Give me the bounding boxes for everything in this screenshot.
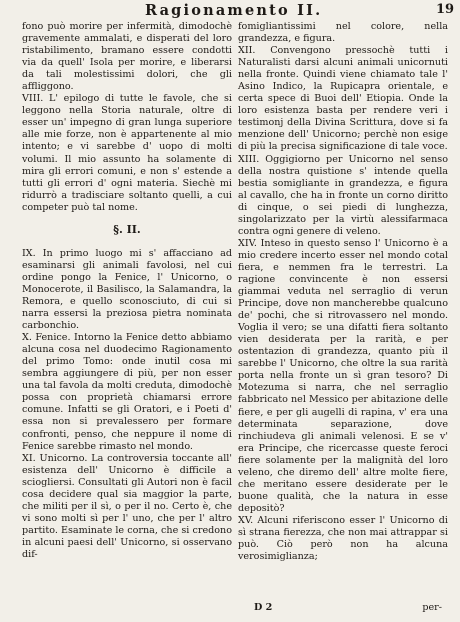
- running-title: Ragionamento II.: [145, 2, 323, 19]
- paragraph: X. Fenice. Intorno la Fenice detto abbiamo alcuna cosa nel duodecimo Ragionamento del primo Tomo: onde inutil cosa mi sembra aggiungere di più, per non esser una tal favola da molti creduta, dimodochè possa con proprietà chiamarsi errore comune. Infatti se gli Oratori, e i Poeti d' essa non si prevalessero per formare confronti, penso, che neppure il nome di Fenice sarebbe rimasto nel mondo.: [22, 332, 232, 452]
- paragraph: fono può morire per infermità, dimodochè gravemente ammalati, e disperati del loro ristabilimento, bramano essere condotti via da quell' Isola per morire, e liberarsi da tali molestissimi dolori, che gli affliggono.: [22, 21, 232, 93]
- section-heading: §. II.: [113, 222, 141, 236]
- paragraph: XV. Alcuni riferiscono esser l' Unicorno di sì strana fierezza, che non mai attrappar si può. Ciò però non ha alcuna verosimiglianza;: [238, 514, 448, 563]
- paragraph: XI. Unicorno. La controversia toccante all' esistenza dell' Unicorno è difficile a sciogliersi. Consultati gli Autori non è facil cosa decidere qual sia maggior la parte, che militi per il sì, o per il no. Certo è, che vi sono molti sì per l' uno, che per l' altro partito. Esaminate le corna, che si credono in alcuni paesi dell' Unicorno, si osservano dif-: [22, 452, 232, 560]
- signature-line: [232, 602, 442, 618]
- paragraph: fomigliantissimi nel colore, nella grandezza, e figura.: [238, 21, 448, 45]
- page-number: 19: [436, 2, 455, 17]
- catchword: per-: [422, 602, 442, 613]
- paragraph: XIII. Oggigiorno per Unicorno nel senso della nostra quistione s' intende quella bestia somigliante in grandezza, e figura al cavallo, che ha in fronte un corno diritto di cinque, o sei piedi di lunghezza, singolarizzato per la virtù alessifarmaca contra ogni genere di veleno.: [238, 153, 448, 237]
- paragraph: XIV. Inteso in questo senso l' Unicorno è a mio credere incerto esser nel mondo cotal fiera, e nemmen fra le terrestri. La ragione convincente è non essersi giammai veduta nel serraglio di verun Principe, dove non mancherebbe qualcuno de' pochi, che si ritrovassero nel mondo. Voglia il vero; se una difatti fiera soltanto vien desiderata per la rarità, e per ostentazion di grandezza, quanto più il sarebbe l' Unicorno, che oltre la sua rarità porta nella fronte un sì gran tesoro? Di Motezuma si narra, che nel serraglio fabbricato nel Messico per abitazione delle fiere, e per gli augelli di rapina, v' era una determinata separazione, dove rinchiudeva gli animali velenosi. E se v' era Principe, che ricercasse queste feroci fiere solamente per la malignità del loro veleno, che diremo dell' altre molte fiere, che meritano essere desiderate per le buone qualità, che la natura in esse depositò?: [238, 237, 448, 514]
- left-column: [22, 21, 232, 561]
- paragraph: VIII. L' epilogo di tutte le favole, che si leggono nella Storia naturale, oltre di esser un' impegno di gran lunga superiore alle mie forze, non è appartenente al mio intento; e vi sarebbe d' uopo di molti volumi. Il mio assunto ha solamente di mira gli errori comuni, e non s' estende a tutti gli errori d' ogni materia. Siechè mi ridurrò a tradisciare soltanto quelli, a cui competer può tal nome.: [22, 93, 232, 213]
- paragraph: XII. Convengono pressochè tutti i Naturalisti darsi alcuni animali unicornuti nella fronte. Quindi viene chiamato tale l' Asino Indico, la Rupicapra orientale, e certa spece di Buoi dell' Etiopia. Onde la loro esistenza basta per rendere veri i testimonj della Divina Scrittura, dove si fa menzione dell' Unicorno; perchè non esige di più la precisa significazione di tale voce.: [238, 45, 448, 153]
- signature-mark: D 2: [254, 602, 273, 613]
- right-column: [238, 21, 448, 563]
- running-head: [0, 2, 460, 22]
- paragraph: IX. In primo luogo mi s' affacciano ad esaminarsi gli animali favolosi, nel cui ordine pongo la Fenice, l' Unicorno, o Monocerote, il Basilisco, la Salamandra, la Remora, e quello sconosciuto, di cui si narra essersi la preziosa pietra nominata carbonchio.: [22, 247, 232, 332]
